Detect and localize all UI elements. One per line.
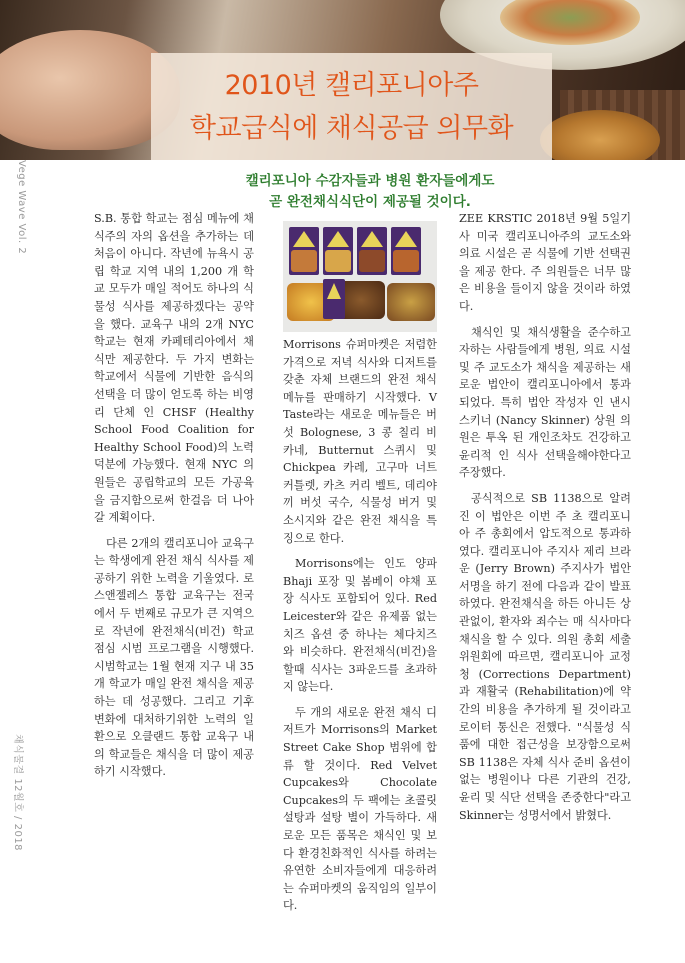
page-title-line1: 2010년 캘리포니아주 [224, 70, 479, 101]
page-title-line2: 학교급식에 채식공급 의무화 [189, 113, 514, 144]
article-column-2 [283, 336, 437, 915]
paragraph: Morrisons 슈퍼마켓은 저렴한 가격으로 저녁 식사와 디저트를 갖춘 자체 브랜드의 완전 채식 메뉴를 판매하기 시작했다. V Taste라는 새로운 메뉴들은 버섯 Bolognese, 3 콩 칠리 비 카네, Butternut 스퀴시 및 Chickpea 카레, 고구마 너트 커틀렛, 카츠 커리 벨트, 데리야끼 버섯 국수, 식물성 버거 및 소시지와 같은 완전 채식을 특징으로 한다. [283, 338, 437, 545]
subtitle-line2: 곧 완전채식식단이 제공될 것이다. [269, 194, 471, 210]
paragraph: 다른 2개의 캘리포니아 교육구는 학생에게 완전 채식 식사를 제공하기 위한 노력을 기울였다. 로스앤젤레스 통합 교육구는 전국에서 두 번째로 규모가 큰 지역으로 작년에 완전채식(비건) 학교 점심 시범 프로그램을 시행했다. 시범학교는 1월 현재 지구 내 35 개 학교가 매일 완전 채식을 제공하는 데 성공했다. 그리고 기후 변화에 대처하기위한 노력의 일환으로 오클랜드 통합 교육구 내의 학교들은 채식을 더 많이 제공하기 시작했다. [94, 536, 254, 779]
paragraph: 공식적으로 SB 1138으로 알려진 이 법안은 이번 주 초 캘리포니아 주 총회에서 압도적으로 통과하였다. 캘리포니아 주지사 제리 브라운 (Jerry Brown) 주지사가 법안 서명을 하기 전에 다음과 같이 발표하였다. 완전채식을 하든 아니든 상관없이, 환자와 죄수는 매 식사마다 채식을 할 수 있다. 의원 총회 세출위원회에 따르면, 캘리포니아 교정청 (Corrections Department)과 재활국 (Rehabilitation)에 약간의 비용을 추가하게 될 것이라고 로이터 통신은 전했다. "식물성 식품에 대한 접근성을 보장함으로써 SB 1138은 자체 식사 준비 옵션이 없는 병원이나 다른 기관의 건강, 윤리 및 식단 선택을 존중한다"라고 Skinner는 성명서에서 밝혔다. [459, 491, 631, 822]
product-pack [323, 279, 345, 319]
paragraph: S.B. 통합 학교는 점심 메뉴에 채식주의 자의 옵션을 추가하는 데 처음이 아니다. 작년에 뉴욕시 공립 학교 지역 내의 1,200 개 학교 모두가 매일 적어도 하나의 식물성 식사를 제공하겠다는 공약을 했다. 교육구 내의 2개 NYC 학교는 현재 카페테리아에서 채식만 제공한다. 두 가지 변화는 학교에서 식물에 기반한 음식의 선택을 더 많이 얻도록 하는 비영리 단체 인 CHSF (Healthy School Food Coalition for Healthy School Food)의 노력 덕분에 가능했다. 현재 NYC 의원들은 공립학교의 모든 가공육을 금지함으로써 한걸음 더 나아갈 계획이다. [94, 212, 254, 525]
title-box [151, 53, 552, 160]
dish [387, 283, 435, 321]
paragraph: Morrisons에는 인도 양파 Bhaji 포장 및 봄베이 야채 포장 식사도 포함되어 있다. Red Leicester와 같은 유제품 없는 치즈 옵션 중 하나는 체다치즈와 비슷하다. 완전채식(비건)을 할때 식사는 3파운드를 초과하지 않는다. [283, 557, 437, 694]
product-pack [289, 227, 319, 275]
product-pack [323, 227, 353, 275]
article-column-3 [459, 210, 631, 824]
issue-label: 채식물결 12월호 / 2018 [12, 734, 23, 852]
subtitle-line1: 캘리포니아 수감자들과 병원 환자들에게도 [245, 173, 495, 189]
product-pack [391, 227, 421, 275]
article-column-1 [94, 210, 254, 781]
magazine-name: Vege Wave Vol. 2 [16, 160, 27, 255]
paragraph: 두 개의 새로운 완전 채식 디저트가 Morrisons의 Market Street Cake Shop 범위에 합류 할 것이다. Red Velvet Cupcakes와 Chocolate Cupcakes의 두 팩에는 초콜릿 설탕과 설탕 별이 가득하다. 새로운 모든 품목은 채식인 및 보다 환경친화적인 식사를 하려는유연한 소비자들에게 대응하려는 슈퍼마켓의 움직임의 일부이다. [283, 705, 437, 913]
product-photo [283, 221, 437, 332]
paragraph: ZEE KRSTIC 2018년 9월 5일기사 미국 캘리포니아주의 교도소와 의료 시설은 곧 식물에 기반 선택권을 제공 한다. 주 의원들은 너무 많은 비용을 들이지 않을 것이라 하였다. [459, 212, 631, 313]
paragraph: 채식인 및 채식생활을 준수하고자하는 사람들에게 병원, 의료 시설 및 주 교도소가 채식을 제공하는 새로운 법안이 캘리포니아에서 통과되었다. 특히 법안 작성자 인 낸시 스키너 (Nancy Skinner) 상원 의원은 투옥 된 개인조차도 건강하고 윤리적 인 식사 선택을해야한다고 주장했다. [459, 325, 631, 480]
product-pack [357, 227, 387, 275]
